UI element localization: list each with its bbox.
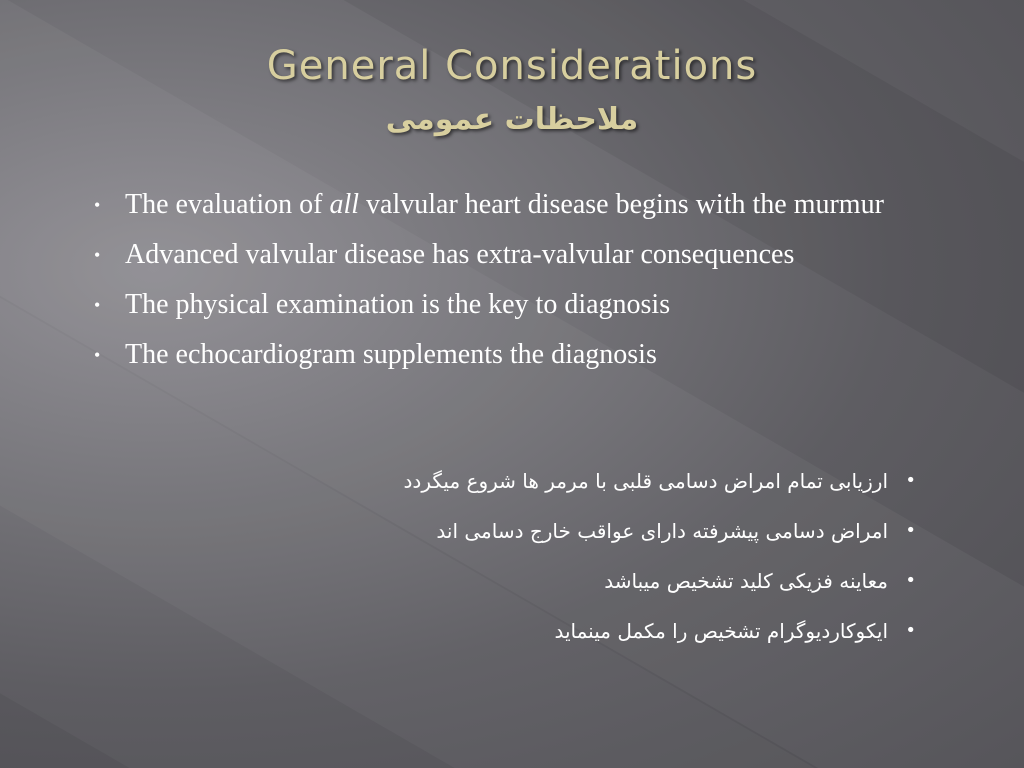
bullet-text: ایکوکاردیوگرام تشخیص را مکمل مینماید: [554, 619, 888, 643]
bullet-text: The physical examination is the key to diagnosis: [125, 289, 671, 320]
english-bullet-list: [90, 185, 970, 385]
english-bullet-item: [90, 185, 970, 225]
persian-bullet-item: [216, 468, 916, 494]
bullet-text: Advanced valvular disease has extra-valvular consequences: [125, 239, 795, 270]
slide-subtitle: ملاحظات عمومی: [385, 102, 639, 137]
bullet-marker: •: [905, 470, 916, 491]
english-bullet-item: [90, 335, 970, 375]
bullet-text: معاینه فزیکی کلید تشخیص میباشد: [604, 569, 888, 593]
persian-bullet-list: [216, 468, 916, 668]
persian-bullet-item: [216, 568, 916, 594]
bullet-text-before: The evaluation of: [125, 189, 330, 220]
bullet-text-emphasis: all: [329, 189, 360, 220]
bullet-text-after: valvular heart disease begins with the murmur: [359, 189, 884, 220]
bullet-text: The echocardiogram supplements the diagnosis: [125, 339, 657, 370]
bullet-marker: •: [905, 570, 916, 591]
persian-bullet-item: [216, 618, 916, 644]
english-bullet-item: [90, 285, 970, 325]
bullet-marker: •: [94, 245, 101, 265]
bullet-marker: •: [94, 345, 101, 365]
english-bullet-item: [90, 235, 970, 275]
bullet-marker: •: [94, 195, 101, 215]
bullet-text: امراض دسامی پیشرفته دارای عواقب خارج دسامی اند: [436, 519, 888, 543]
bullet-text: ارزیابی تمام امراض دسامی قلبی با مرمر ها شروع میگردد: [403, 469, 888, 493]
slide-title: General Considerations: [266, 43, 758, 89]
bullet-marker: •: [94, 295, 101, 315]
bullet-marker: •: [905, 620, 916, 641]
persian-bullet-item: [216, 518, 916, 544]
bullet-marker: •: [905, 520, 916, 541]
